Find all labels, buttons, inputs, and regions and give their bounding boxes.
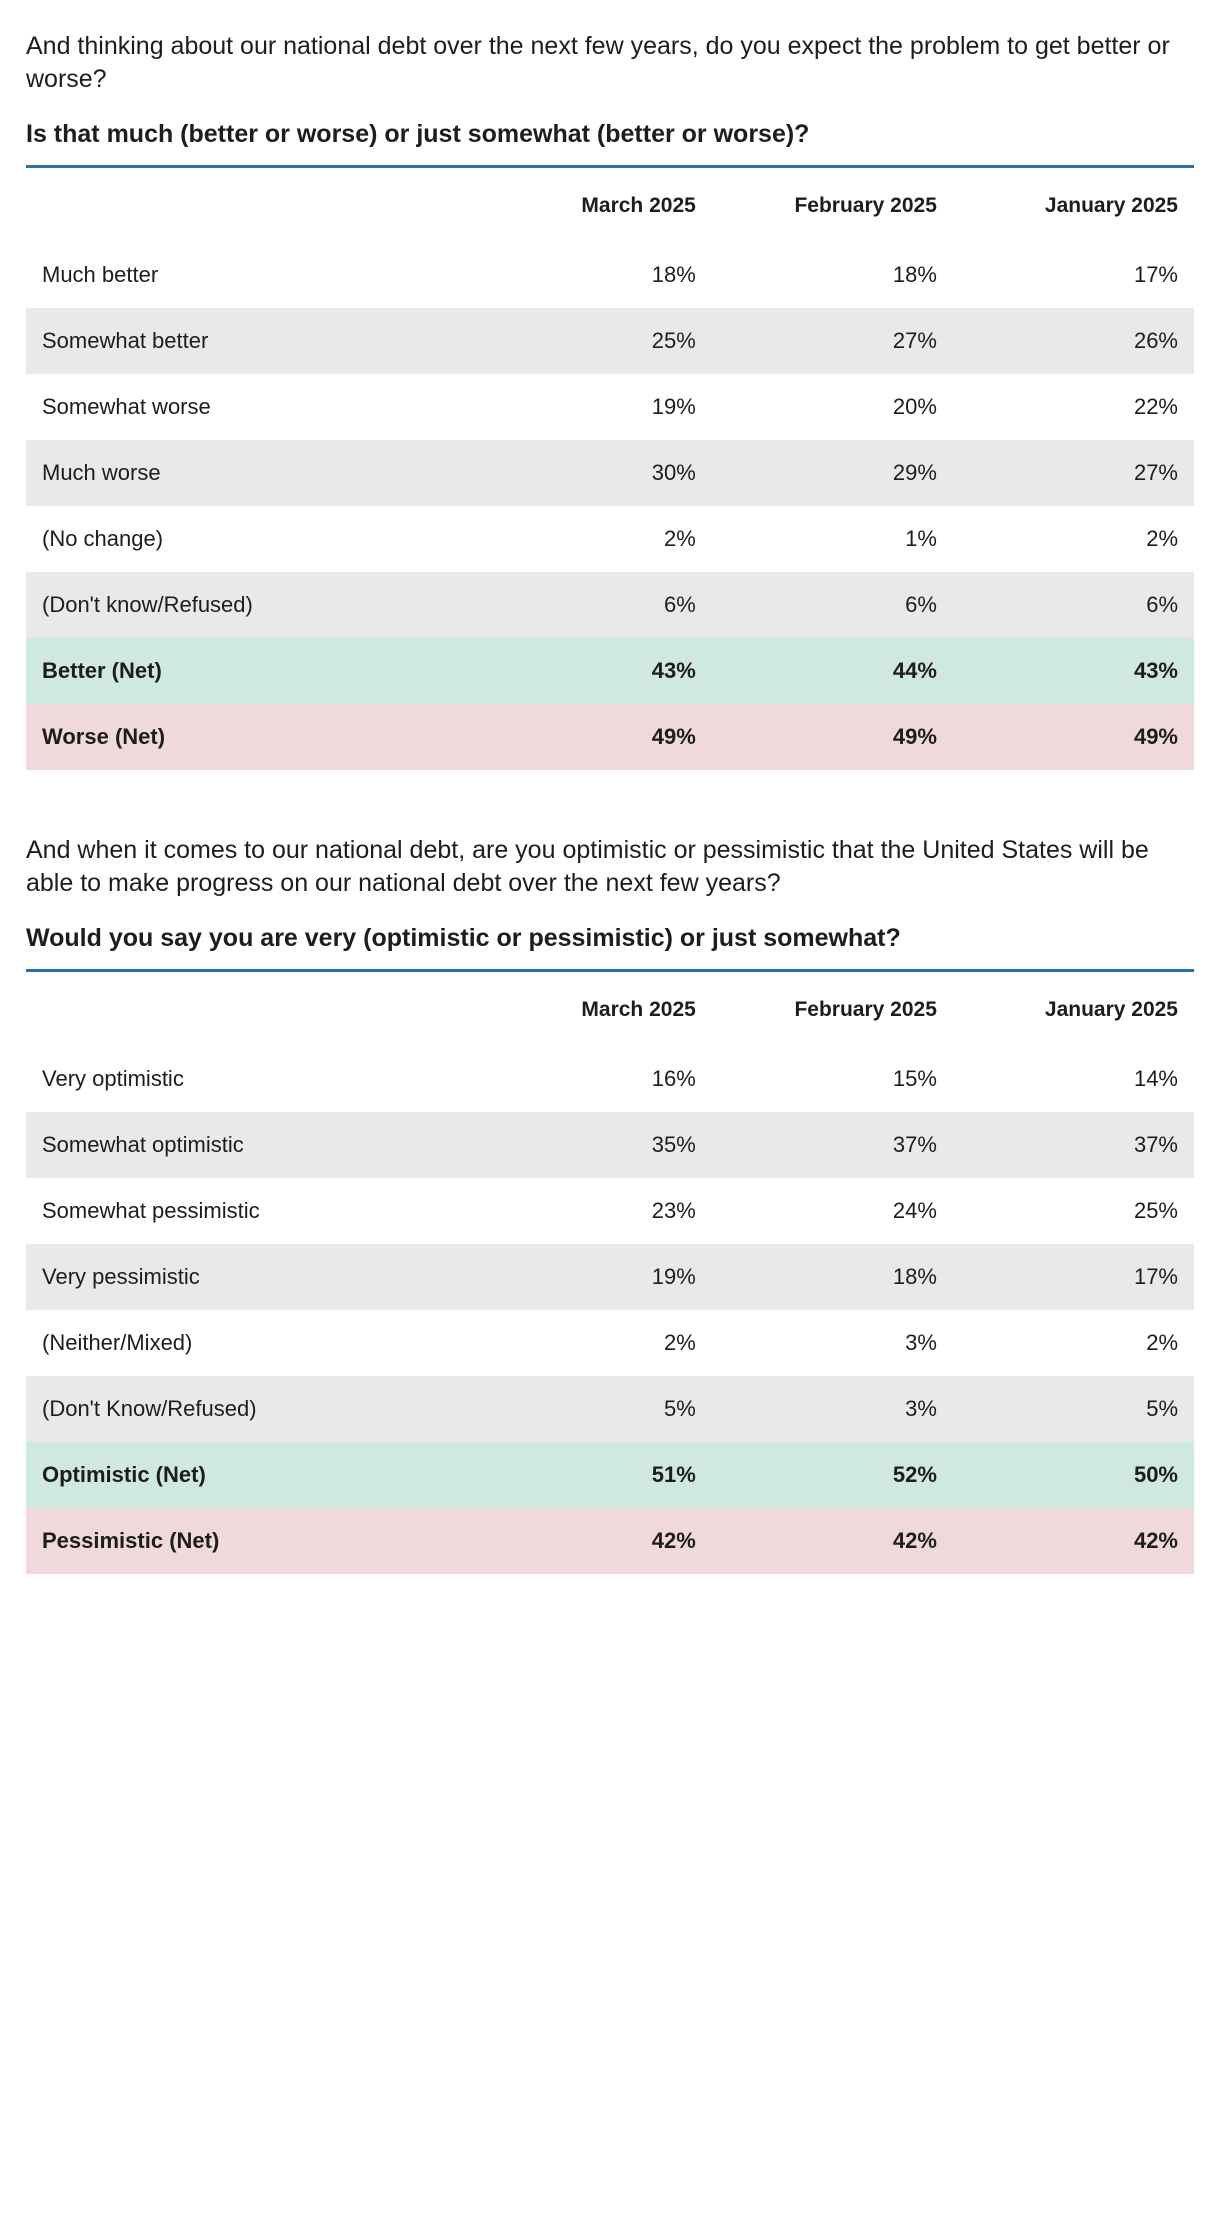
row-label: (No change) — [42, 526, 164, 551]
row-value-january: 43% — [953, 638, 1194, 704]
table-row — [26, 1112, 1194, 1178]
row-value-february: 29% — [712, 440, 953, 506]
row-value-february: 27% — [712, 308, 953, 374]
column-header-january-2025: January 2025 — [953, 971, 1194, 1047]
row-value-february: 18% — [712, 1244, 953, 1310]
row-value-january: 27% — [953, 440, 1194, 506]
table-row — [26, 1310, 1194, 1376]
table-row — [26, 308, 1194, 374]
row-value-february: 52% — [712, 1442, 953, 1508]
subquestion-text-1: Is that much (better or worse) or just somewhat (better or worse)? — [26, 120, 810, 148]
subquestion-text-2: Would you say you are very (optimistic or pessimistic) or just somewhat? — [26, 924, 901, 952]
table-row — [26, 1376, 1194, 1442]
poll-section-1 — [26, 30, 1194, 770]
row-value-january: 22% — [1133, 394, 1178, 419]
row-value-march: 49% — [471, 704, 712, 770]
row-label: (Don't know/Refused) — [26, 572, 471, 638]
row-value-february: 15% — [892, 1066, 937, 1091]
table-header-2 — [26, 971, 1194, 1047]
row-label: Somewhat better — [26, 308, 471, 374]
row-value-january: 37% — [953, 1112, 1194, 1178]
table-row — [26, 1046, 1194, 1112]
column-header-february-2025: February 2025 — [712, 167, 953, 243]
table-header-1 — [26, 167, 1194, 243]
row-value-january: 50% — [953, 1442, 1194, 1508]
table-row-net-optimistic — [26, 1442, 1194, 1508]
table-row — [26, 572, 1194, 638]
row-value-march: 16% — [651, 1066, 696, 1091]
row-value-march: 19% — [651, 394, 696, 419]
row-label: Somewhat worse — [42, 394, 211, 419]
row-label: Optimistic (Net) — [26, 1442, 471, 1508]
row-value-march: 18% — [651, 262, 696, 287]
row-label: (Don't Know/Refused) — [26, 1376, 471, 1442]
table-row-net-worse — [26, 704, 1194, 770]
column-header-label — [26, 971, 471, 1047]
row-value-march: 6% — [471, 572, 712, 638]
row-value-february: 20% — [892, 394, 937, 419]
table-header-row — [26, 167, 1194, 243]
column-header-label — [26, 167, 471, 243]
row-label: Better (Net) — [26, 638, 471, 704]
row-value-march: 42% — [471, 1508, 712, 1574]
row-value-march: 25% — [471, 308, 712, 374]
row-value-february: 3% — [712, 1376, 953, 1442]
row-value-march: 2% — [664, 526, 696, 551]
row-value-january: 5% — [953, 1376, 1194, 1442]
row-value-march: 5% — [471, 1376, 712, 1442]
row-value-january: 26% — [953, 308, 1194, 374]
column-header-march-2025: March 2025 — [471, 167, 712, 243]
row-value-march: 51% — [471, 1442, 712, 1508]
row-label: Very optimistic — [42, 1066, 184, 1091]
row-label: (Neither/Mixed) — [42, 1330, 193, 1355]
table-row — [26, 1244, 1194, 1310]
table-row-net-pessimistic — [26, 1508, 1194, 1574]
table-body-2 — [26, 1046, 1194, 1574]
row-value-february: 37% — [712, 1112, 953, 1178]
results-table-1 — [26, 165, 1194, 770]
table-header-row — [26, 971, 1194, 1047]
row-label: Pessimistic (Net) — [26, 1508, 471, 1574]
row-label: Somewhat pessimistic — [42, 1198, 260, 1223]
row-value-january: 2% — [1146, 1330, 1178, 1355]
row-value-february: 6% — [712, 572, 953, 638]
row-label: Much worse — [26, 440, 471, 506]
row-value-february: 3% — [905, 1330, 937, 1355]
row-value-february: 18% — [892, 262, 937, 287]
row-value-january: 14% — [1133, 1066, 1178, 1091]
table-row — [26, 506, 1194, 572]
row-value-march: 23% — [651, 1198, 696, 1223]
row-value-january: 17% — [1133, 262, 1178, 287]
row-value-january: 25% — [1133, 1198, 1178, 1223]
row-value-january: 42% — [953, 1508, 1194, 1574]
row-value-february: 49% — [712, 704, 953, 770]
table-row-net-better — [26, 638, 1194, 704]
section-spacer — [26, 770, 1194, 834]
row-label: Very pessimistic — [26, 1244, 471, 1310]
row-value-january: 17% — [953, 1244, 1194, 1310]
row-value-january: 6% — [953, 572, 1194, 638]
row-value-march: 43% — [471, 638, 712, 704]
row-label: Somewhat optimistic — [26, 1112, 471, 1178]
question-text-2: And when it comes to our national debt, are you optimistic or pessimistic that the United States will be able to make progress on our national debt over the next few years? — [26, 836, 1149, 897]
row-value-february: 1% — [905, 526, 937, 551]
table-row — [26, 242, 1194, 308]
row-label: Much better — [42, 262, 159, 287]
column-header-january-2025: January 2025 — [953, 167, 1194, 243]
column-header-march-2025: March 2025 — [471, 971, 712, 1047]
row-value-january: 49% — [953, 704, 1194, 770]
row-value-february: 24% — [892, 1198, 937, 1223]
question-text-1: And thinking about our national debt over the next few years, do you expect the problem to get better or worse? — [26, 32, 1170, 93]
results-table-2 — [26, 969, 1194, 1574]
row-value-february: 42% — [712, 1508, 953, 1574]
row-value-march: 30% — [471, 440, 712, 506]
table-body-1 — [26, 242, 1194, 770]
row-value-march: 35% — [471, 1112, 712, 1178]
table-row — [26, 440, 1194, 506]
row-value-march: 2% — [664, 1330, 696, 1355]
table-row — [26, 1178, 1194, 1244]
row-value-january: 2% — [1146, 526, 1178, 551]
table-row — [26, 374, 1194, 440]
poll-section-2 — [26, 834, 1194, 1574]
row-value-february: 44% — [712, 638, 953, 704]
column-header-february-2025: February 2025 — [712, 971, 953, 1047]
row-label: Worse (Net) — [26, 704, 471, 770]
row-value-march: 19% — [471, 1244, 712, 1310]
